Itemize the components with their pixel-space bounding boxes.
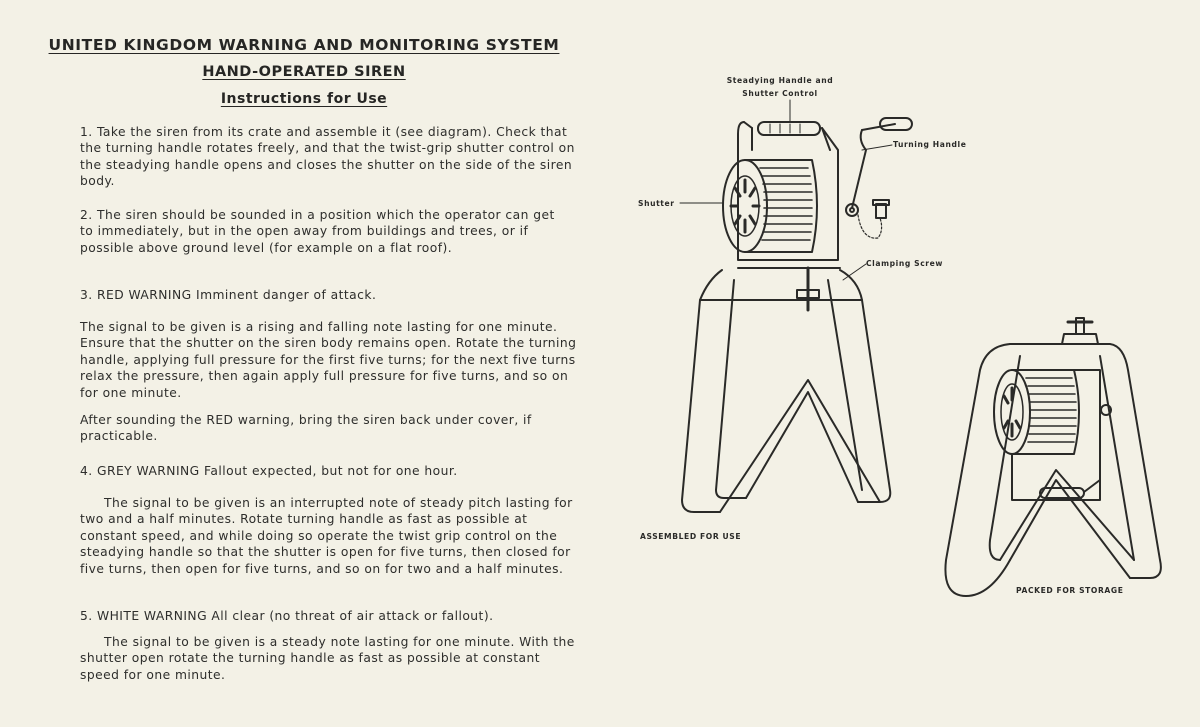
label-clamping-screw: Clamping Screw <box>866 259 944 268</box>
label-shutter-control: Shutter Control <box>742 89 818 98</box>
instruction-3-heading: 3. RED WARNING Imminent danger of attack. <box>80 288 377 302</box>
instruction-1: 1. Take the siren from its crate and assemble it (see diagram). Check that the turning handle rotates freely, and that the twist-grip shutter control on the steadying handle opens and closes the shutter on the side of the siren body. <box>80 125 575 189</box>
caption-assembled: ASSEMBLED FOR USE <box>640 532 742 541</box>
instruction-4-signal: The signal to be given is an interrupted note of steady pitch lasting for two and a half minutes. Rotate turning handle as fast as possible at constant speed, and while doing so operate the twist grip control on the steadying handle so that the shutter is open for five turns, then closed for five turns, then open for five turns, and so on for two and a half minutes. <box>80 496 573 576</box>
caption-packed: PACKED FOR STORAGE <box>1016 586 1124 595</box>
page-title: UNITED KINGDOM WARNING AND MONITORING SYSTEM <box>48 36 560 54</box>
page-subtitle: HAND-OPERATED SIREN <box>202 64 406 80</box>
instruction-3-signal: The signal to be given is a rising and falling note lasting for one minute. Ensure that the shutter on the siren body remains open. Rotate the turning handle, applying full pressure for the first five turns; for the next five turns relax the pressure, then again apply full pressure for five turns, and so on for one minute. <box>80 320 577 400</box>
instruction-3-after: After sounding the RED warning, bring the siren back under cover, if practicable. <box>80 413 532 444</box>
label-shutter: Shutter <box>638 199 675 208</box>
assembled-siren-illustration <box>680 100 912 512</box>
label-steadying-handle: Steadying Handle and <box>726 76 834 85</box>
label-turning-handle: Turning Handle <box>893 140 967 149</box>
instruction-4-heading: 4. GREY WARNING Fallout expected, but not for one hour. <box>80 464 458 478</box>
section-heading: Instructions for Use <box>220 91 388 107</box>
packed-siren-illustration <box>945 318 1160 596</box>
instruction-5-signal: The signal to be given is a steady note lasting for one minute. With the shutter open rotate the turning handle as fast as possible at constant speed for one minute. <box>80 635 575 682</box>
instruction-2: 2. The siren should be sounded in a position which the operator can get to immediately, but in the open away from buildings and trees, or if possible above ground level (for example on a flat roof). <box>80 208 555 255</box>
instruction-5-heading: 5. WHITE WARNING All clear (no threat of air attack or fallout). <box>80 609 494 623</box>
